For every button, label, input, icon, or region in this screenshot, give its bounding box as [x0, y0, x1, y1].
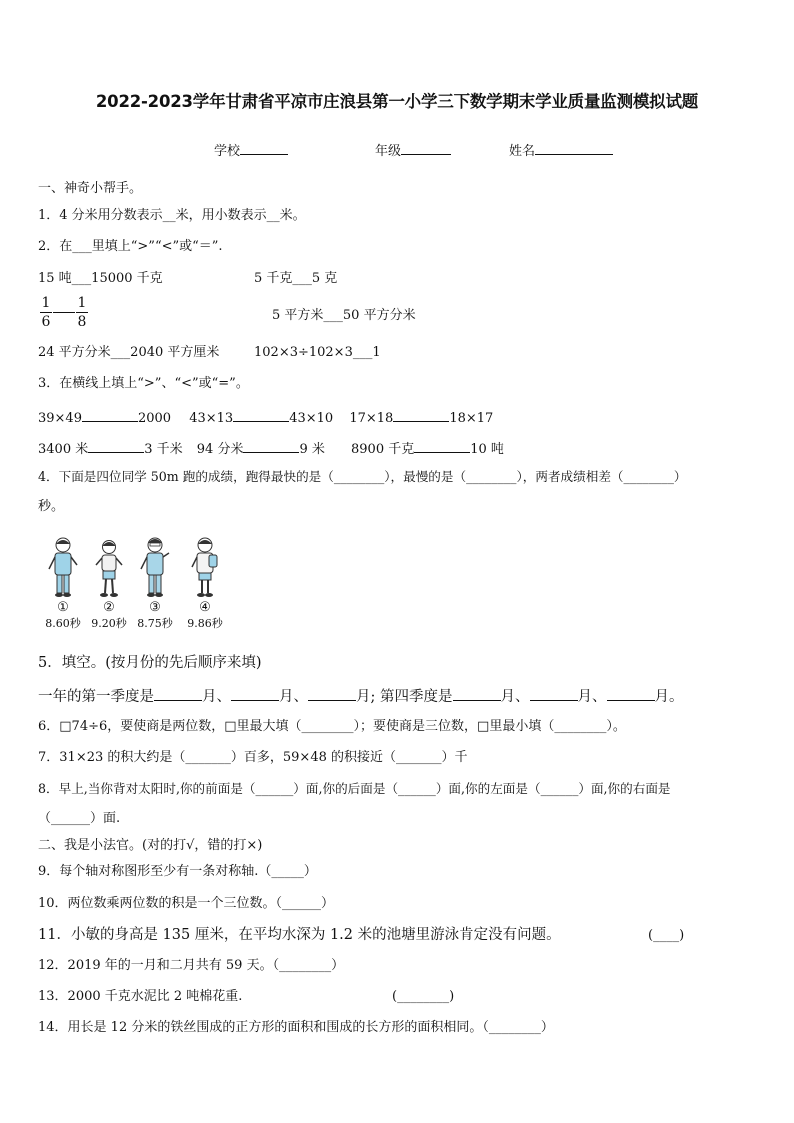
question-10: 10．两位数乘两位数的积是一个三位数。（______） — [38, 896, 335, 911]
answer-blank[interactable] — [243, 439, 299, 453]
question-11-answer[interactable]: (____) — [648, 928, 685, 943]
answer-blank[interactable] — [530, 687, 578, 701]
runner-1 — [38, 535, 88, 631]
child-figure-icon — [137, 535, 173, 599]
expr: 94 分米 — [196, 442, 244, 457]
question-2a: 15 吨___15000 千克 — [38, 271, 163, 286]
grade-field — [375, 140, 451, 159]
question-11: 11．小敏的身高是 135 厘米，在平均水深为 1.2 米的池塘里游泳肯定没有问题。 — [38, 927, 561, 943]
answer-blank[interactable] — [154, 687, 202, 701]
expr: 43×10 — [289, 411, 334, 426]
expr: 18×17 — [449, 411, 494, 426]
question-2b: 5 千克___5 克 — [254, 271, 338, 286]
question-3: 3．在横线上填上“>”、“<”或“=”。 — [38, 376, 249, 391]
question-8-cont: （______）面. — [38, 811, 121, 826]
question-4-cont: 秒。 — [38, 499, 65, 514]
q5-text: 月。 — [654, 689, 684, 705]
answer-blank[interactable] — [233, 408, 289, 422]
question-12: 12．2019 年的一月和二月共有 59 天。（________） — [38, 958, 345, 973]
grade-label: 年级 — [375, 144, 402, 159]
question-8: 8．早上,当你背对太阳时,你的前面是（______）面,你的后面是（______）面,你的左面是（______）面,你的右面是 — [38, 781, 671, 796]
fraction-denominator: 8 — [77, 314, 87, 330]
answer-blank[interactable] — [393, 408, 449, 422]
expr: 10 吨 — [470, 442, 504, 457]
expr: 9 米 — [299, 442, 325, 457]
runner-time: 8.60秒 — [45, 617, 81, 630]
runner-time: 9.20秒 — [91, 617, 127, 630]
runner-number: ② — [103, 600, 115, 615]
runner-number: ① — [57, 600, 69, 615]
expr: 43×13 — [189, 411, 234, 426]
fraction-one-eighth — [76, 295, 88, 330]
question-4: 4．下面是四位同学 50m 跑的成绩，跑得最快的是（________），最慢的是（________），两者成绩相差（________） — [38, 469, 687, 484]
answer-blank[interactable] — [231, 687, 279, 701]
runner-time: 8.75秒 — [137, 617, 173, 630]
fraction-bar — [40, 312, 52, 313]
section-2-heading: 二、我是小法官。(对的打√，错的打×) — [38, 838, 263, 853]
runner-2 — [84, 535, 134, 631]
answer-blank[interactable] — [82, 408, 138, 422]
fraction-numerator: 1 — [77, 295, 87, 311]
question-3-row-2 — [38, 439, 504, 458]
expr: 17×18 — [349, 411, 394, 426]
answer-blank[interactable] — [414, 439, 470, 453]
q5-text: 月、 — [500, 689, 530, 705]
question-2e: 24 平方分米___2040 平方厘米 — [38, 345, 220, 360]
child-figure-icon — [187, 535, 223, 599]
question-6: 6．□74÷6，要使商是两位数，□里最大填（________）；要使商是三位数，□里最小填（________）。 — [38, 719, 626, 734]
question-2f: 102×3÷102×3___1 — [254, 345, 381, 360]
question-9: 9．每个轴对称图形至少有一条对称轴.（_____） — [38, 864, 317, 879]
expr: 8900 千克 — [351, 442, 415, 457]
expr: 39×49 — [38, 411, 82, 426]
child-figure-icon — [45, 535, 81, 599]
answer-blank[interactable] — [88, 439, 144, 453]
question-7: 7．31×23 的积大约是（_______）百多，59×48 的积接近（_______）千 — [38, 750, 468, 765]
question-13: 13．2000 千克水泥比 2 吨棉花重. — [38, 989, 243, 1004]
q5-text: 月; 第四季度是 — [356, 689, 453, 705]
grade-blank[interactable] — [401, 141, 451, 155]
school-blank[interactable] — [240, 141, 288, 155]
question-5-fill — [38, 687, 684, 705]
fraction-bar — [76, 312, 88, 313]
q5-text: 月、 — [202, 689, 231, 705]
question-2d: 5 平方米___50 平方分米 — [272, 308, 416, 323]
runner-4 — [180, 535, 230, 631]
name-field — [509, 140, 613, 159]
question-13-answer[interactable]: (________) — [392, 989, 455, 1004]
school-label: 学校 — [214, 144, 241, 159]
expr: 3400 米 — [38, 442, 89, 457]
name-blank[interactable] — [535, 141, 613, 155]
answer-blank[interactable] — [308, 687, 356, 701]
question-2: 2．在___里填上“>”“<”或“＝”. — [38, 239, 223, 254]
name-label: 姓名 — [509, 144, 536, 159]
runner-3 — [130, 535, 180, 631]
fraction-numerator: 1 — [41, 295, 51, 311]
question-3-row-1 — [38, 408, 493, 427]
answer-blank[interactable] — [607, 687, 655, 701]
question-5: 5．填空。(按月份的先后顺序来填) — [38, 655, 262, 671]
expr: 3 千米 — [144, 442, 183, 457]
child-figure-icon — [91, 535, 127, 599]
section-1-heading: 一、神奇小帮手。 — [38, 181, 143, 196]
school-field — [214, 140, 288, 159]
runner-time: 9.86秒 — [187, 617, 223, 630]
question-14: 14．用长是 12 分米的铁丝围成的正方形的面积和围成的长方形的面积相同。（________） — [38, 1020, 554, 1035]
fraction-compare-blank[interactable] — [53, 312, 75, 313]
q5-text: 一年的第一季度是 — [38, 689, 154, 705]
q5-text: 月、 — [279, 689, 308, 705]
runner-number: ④ — [199, 600, 211, 615]
expr: 2000 — [137, 411, 172, 426]
runner-number: ③ — [149, 600, 161, 615]
fraction-one-sixth — [40, 295, 52, 330]
page-title: 2022-2023学年甘肃省平凉市庄浪县第一小学三下数学期末学业质量监测模拟试题 — [95, 92, 699, 111]
q5-text: 月、 — [577, 689, 607, 705]
question-1: 1．4 分米用分数表示__米，用小数表示__米。 — [38, 208, 306, 223]
fraction-denominator: 6 — [41, 314, 51, 330]
answer-blank[interactable] — [453, 687, 501, 701]
